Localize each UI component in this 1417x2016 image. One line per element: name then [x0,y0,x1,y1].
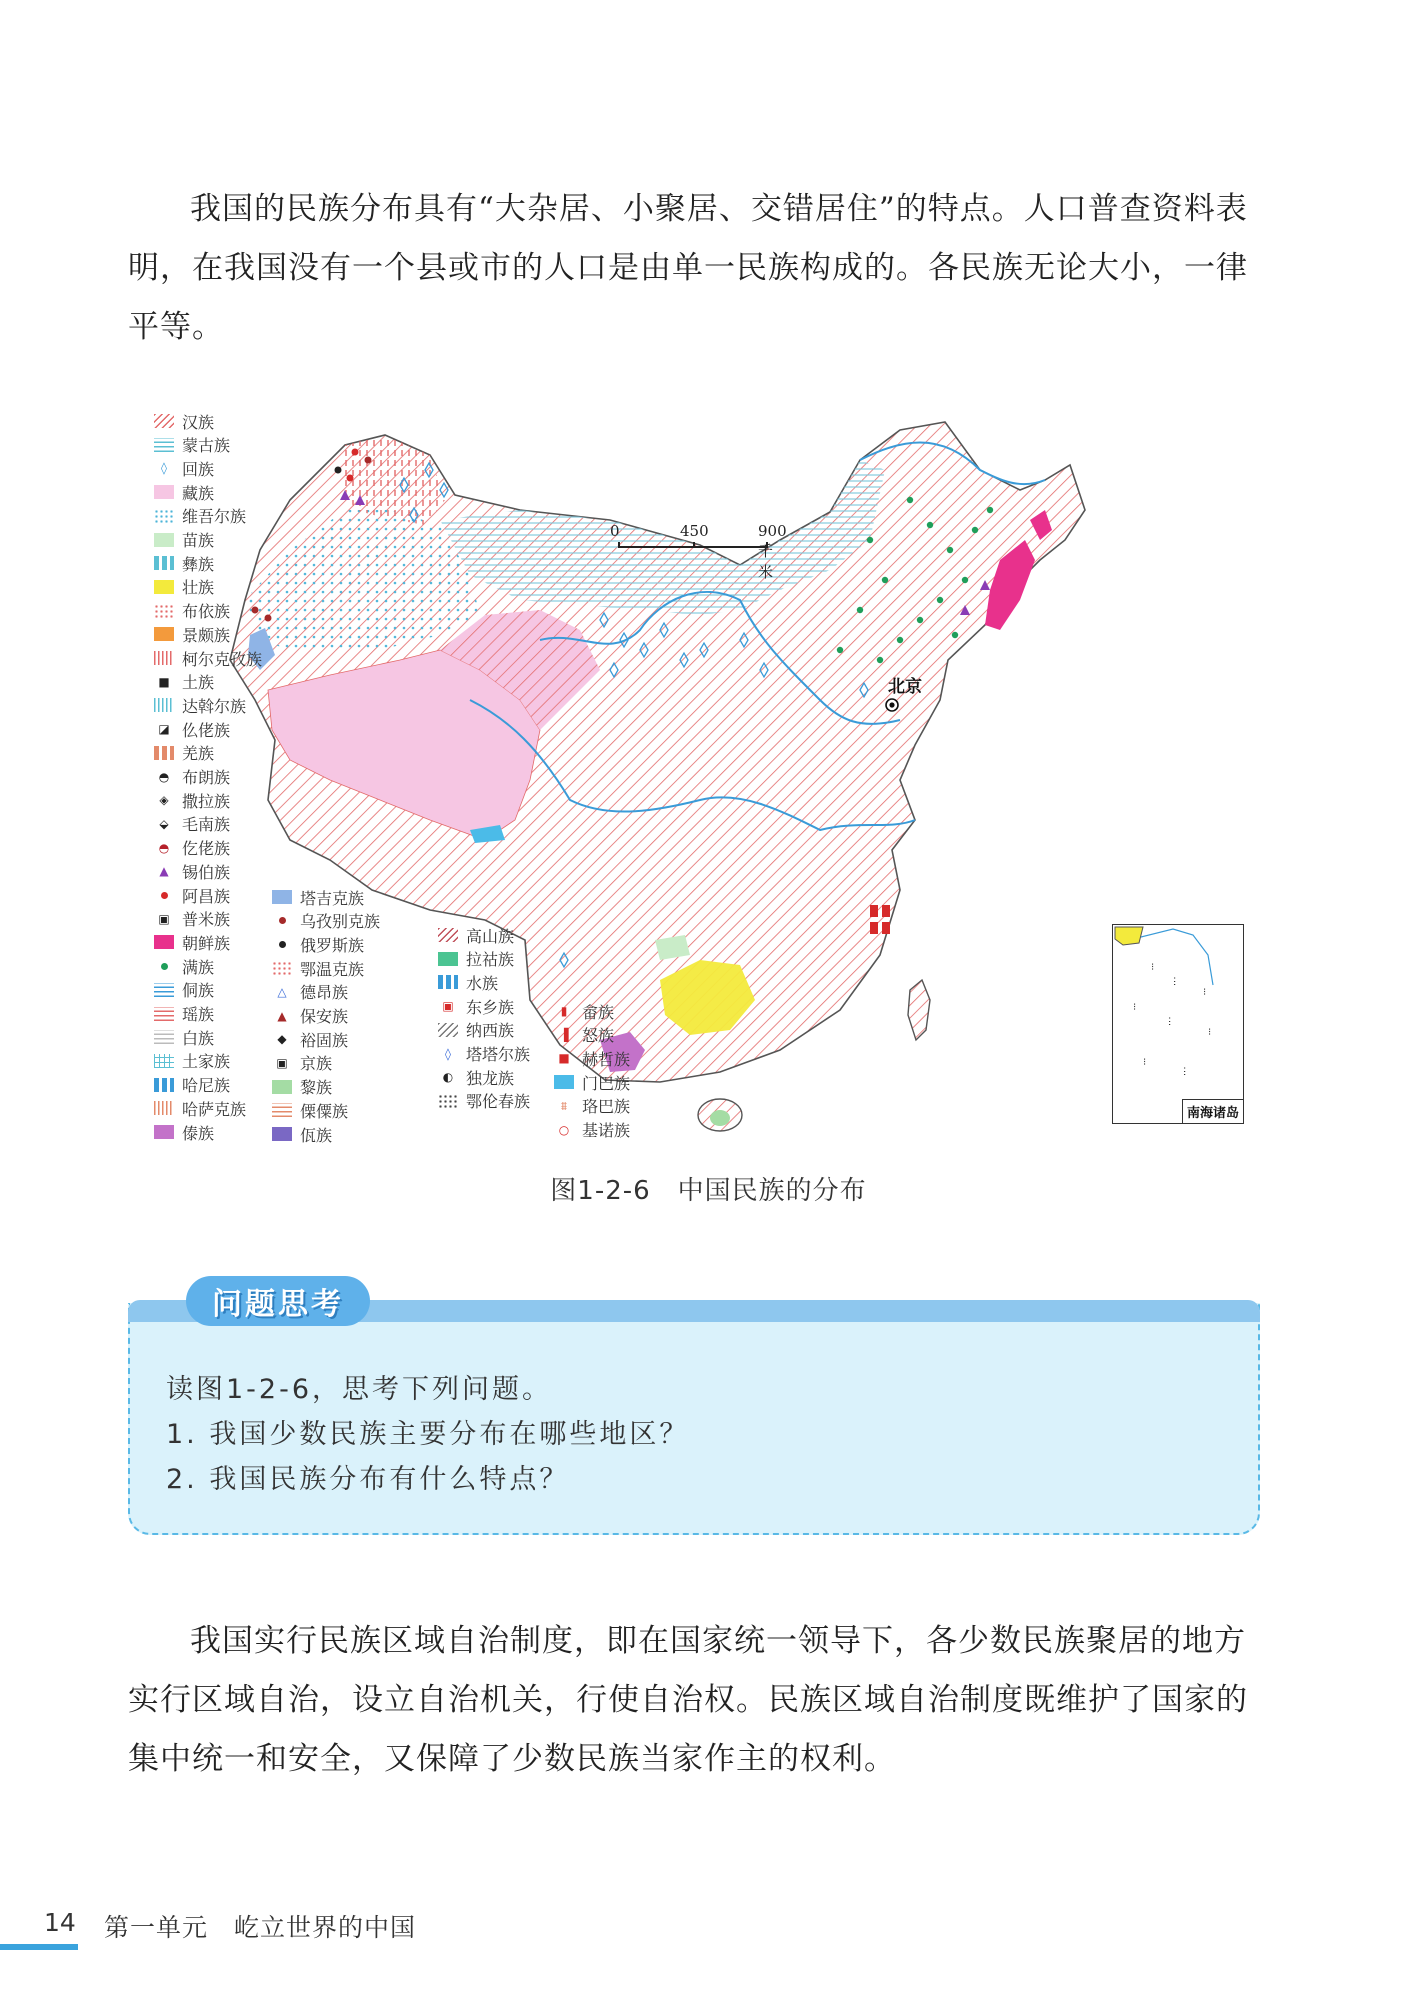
legend-label: 满族 [182,957,215,977]
legend-item [438,1019,514,1041]
svg-text:⁝: ⁝ [1208,1027,1212,1038]
question-box-title-badge [186,1276,370,1326]
legend-swatch: ▣ [276,1055,288,1070]
legend-item [154,434,230,456]
legend-swatch: ◈ [159,793,169,808]
legend-label: 基诺族 [582,1121,631,1140]
legend-label: 赫哲族 [582,1049,631,1069]
legend-item [154,576,214,598]
she-marker-3 [870,922,878,934]
legend-label: 俄罗斯族 [300,935,365,955]
legend-label: 鄂温克族 [300,959,365,979]
legend-swatch [438,952,458,966]
legend-item [154,789,230,811]
legend-swatch [154,1030,174,1044]
legend-swatch [272,961,292,975]
legend-item [272,1028,348,1050]
legend-item [154,1003,214,1025]
legend-item [154,1097,246,1119]
legend-swatch [154,1125,174,1139]
legend-item [154,1074,230,1096]
legend-swatch: ▲ [159,864,169,879]
legend-label: 拉祜族 [466,950,515,970]
unit-title: 第一单元 屹立世界的中国 [104,1913,417,1942]
svg-text:ⵗ: ⵗ [1173,977,1177,988]
legend-item [154,1026,214,1048]
legend-swatch [438,928,458,942]
legend-item [154,457,214,479]
legend-swatch: ⬙ [159,816,169,831]
legend-swatch: ◪ [158,722,170,737]
legend-swatch [154,1101,174,1115]
legend-item [154,813,230,835]
svg-text:ⵗ: ⵗ [1168,1017,1172,1028]
legend-swatch [272,937,292,951]
legend-swatch [154,627,174,641]
page-number: 14 [44,1908,76,1937]
legend-swatch [154,1007,174,1021]
legend-swatch: △ [277,984,287,999]
legend-swatch [154,556,174,570]
map-legend [154,400,654,1160]
legend-item [154,931,230,953]
legend-label: 土家族 [182,1052,231,1072]
legend-item [154,1050,230,1072]
legend-swatch [438,1094,458,1108]
legend-item [554,1000,614,1022]
legend-swatch: ◓ [158,840,170,855]
legend-item [154,671,214,693]
svg-text:⁝: ⁝ [1133,1002,1137,1013]
question-item-2: 2. 我国民族分布有什么特点？ [166,1464,570,1495]
legend-item [154,529,214,551]
legend-item [154,481,214,503]
legend-label: 畲族 [582,1002,615,1022]
legend-label: 独龙族 [466,1068,515,1088]
legend-label: 裕固族 [300,1030,349,1050]
legend-item [554,1095,630,1117]
legend-label: 达斡尔族 [182,696,247,716]
svg-text:⁝: ⁝ [1203,987,1207,998]
south-china-sea-inset [1112,924,1244,1124]
legend-label: 塔吉克族 [300,888,365,908]
legend-swatch [554,1075,574,1089]
legend-label: 纳西族 [466,1021,515,1041]
legend-item [554,1047,630,1069]
legend-swatch [154,414,174,428]
autonomy-paragraph: 我国实行民族区域自治制度，即在国家统一领导下，各少数民族聚居的地方实行区域自治，设立自治机关，行使自治权。民族区域自治制度既维护了国家的集中统一和安全，又保障了少数民族当家作主的权利。 [128,1623,1248,1777]
legend-swatch: ◐ [442,1070,454,1085]
legend-item [438,971,498,993]
legend-item [272,910,380,932]
svg-text:⁝: ⁝ [1143,1057,1147,1068]
legend-item [154,955,214,977]
legend-item [438,948,514,970]
legend-swatch: ◊ [161,461,167,476]
legend-swatch [154,746,174,760]
beijing-label: 北京 [888,677,922,697]
legend-swatch [438,1023,458,1037]
svg-text:ⵗ: ⵗ [1183,1067,1187,1078]
legend-label: 彝族 [182,554,215,574]
legend-item [554,1071,630,1093]
legend-swatch: ■ [158,674,170,689]
beijing-capital-center [889,702,894,707]
intro-paragraph: 我国的民族分布具有“大杂居、小聚居、交错居住”的特点。人口普查资料表明，在我国没有一个县或市的人口是由单一民族构成的。各民族无论大小，一律平等。 [128,191,1248,345]
legend-item [154,623,230,645]
legend-swatch: ▣ [158,911,170,926]
legend-swatch: ▣ [442,999,454,1014]
legend-item [272,886,364,908]
legend-label: 仫佬族 [182,720,231,740]
legend-item [154,979,214,1001]
legend-label: 白族 [182,1028,215,1048]
legend-label: 德昂族 [300,983,349,1003]
scale-end: 900千米 [758,522,787,581]
legend-swatch [154,438,174,452]
legend-item [154,410,214,432]
legend-label: 羌族 [182,744,215,764]
legend-label: 锡伯族 [182,862,231,882]
legend-item [554,1119,630,1141]
legend-swatch: ▐ [559,1027,569,1042]
legend-swatch: ◆ [277,1032,287,1047]
legend-item [272,1099,348,1121]
legend-label: 苗族 [182,531,215,550]
legend-item [272,981,348,1003]
legend-item [272,1005,348,1027]
legend-label: 鄂伦春族 [466,1092,531,1112]
legend-swatch [154,888,174,902]
legend-label: 普米族 [182,910,231,930]
taiwan-island [908,980,930,1040]
legend-item [438,1043,530,1065]
legend-item [554,1024,614,1046]
svg-text:⁝: ⁝ [1151,962,1155,973]
legend-swatch [272,1103,292,1117]
legend-item [272,1052,332,1074]
legend-label: 保安族 [300,1007,349,1026]
inset-label: 南海诸岛 [1182,1099,1243,1123]
legend-item [438,1066,514,1088]
legend-swatch [154,533,174,547]
question-item-1: 1. 我国少数民族主要分布在哪些地区？ [166,1419,690,1450]
legend-item [154,837,230,859]
legend-label: 维吾尔族 [182,507,247,527]
legend-item [438,924,514,946]
legend-swatch [272,1127,292,1141]
legend-swatch: ⩩ [560,1098,568,1113]
legend-label: 乌孜别克族 [300,912,381,932]
li-region [710,1110,730,1126]
legend-item [154,860,230,882]
legend-item [154,600,230,622]
legend-label: 佤族 [300,1125,333,1145]
legend-label: 撒拉族 [182,791,231,811]
figure-caption: 图1-2-6 中国民族的分布 [550,1176,867,1206]
legend-item [154,908,230,930]
legend-swatch [272,1080,292,1094]
scale-tick [693,542,695,548]
legend-label: 柯尔克孜族 [182,649,263,669]
legend-label: 回族 [182,459,215,479]
legend-item [272,957,364,979]
legend-swatch [154,1078,174,1092]
legend-label: 侗族 [182,981,215,1001]
legend-item [438,1090,530,1112]
legend-item [154,766,230,788]
legend-item [272,1123,332,1145]
legend-swatch: ◊ [445,1046,451,1061]
legend-label: 景颇族 [182,625,231,645]
legend-swatch [154,509,174,523]
legend-item [272,1076,332,1098]
question-intro: 读图1-2-6，思考下列问题。 [166,1374,553,1405]
legend-item [154,742,214,764]
legend-label: 水族 [466,973,499,993]
footer-accent-bar [0,1944,78,1950]
legend-swatch [154,1054,174,1068]
legend-label: 傈僳族 [300,1101,349,1121]
legend-swatch [272,914,292,928]
legend-label: 朝鲜族 [182,933,231,953]
legend-label: 毛南族 [182,815,231,835]
legend-label: 怒族 [582,1026,615,1046]
legend-item [154,718,230,740]
legend-swatch: ◓ [158,769,170,784]
legend-swatch [154,935,174,949]
legend-label: 东乡族 [466,997,515,1017]
legend-item [154,552,214,574]
legend-label: 土族 [182,673,215,693]
legend-swatch: ■ [558,1051,570,1066]
legend-label: 珞巴族 [582,1097,631,1117]
legend-swatch [154,485,174,499]
legend-label: 蒙古族 [182,436,231,456]
legend-item [154,505,246,527]
legend-label: 壮族 [182,578,215,598]
legend-label: 布依族 [182,602,231,622]
legend-label: 哈尼族 [182,1076,231,1096]
legend-swatch: ▮ [560,1004,568,1018]
legend-item [438,995,514,1017]
legend-label: 藏族 [182,483,215,503]
legend-label: 塔塔尔族 [466,1045,531,1064]
legend-swatch: ○ [558,1122,570,1137]
legend-swatch: ▲ [277,1008,287,1023]
legend-swatch [154,580,174,594]
legend-swatch [154,698,174,712]
legend-swatch [154,983,174,997]
legend-label: 黎族 [300,1078,333,1098]
she-marker-2 [882,905,890,917]
legend-label: 瑶族 [182,1005,215,1024]
legend-swatch [154,604,174,618]
legend-swatch [154,959,174,973]
legend-label: 布朗族 [182,768,231,787]
legend-label: 汉族 [182,412,215,432]
inset-map [1113,925,1243,1123]
scale-zero: 0 [610,522,620,540]
legend-item [154,1121,214,1143]
legend-item [154,884,230,906]
ethnic-distribution-map-figure [140,400,1260,1160]
she-marker-4 [882,922,890,934]
legend-label: 京族 [300,1054,333,1074]
legend-item [272,933,364,955]
legend-label: 傣族 [182,1123,215,1143]
legend-swatch [272,890,292,904]
legend-label: 哈萨克族 [182,1099,247,1119]
legend-label: 门巴族 [582,1073,631,1093]
she-marker [870,905,878,917]
legend-swatch [438,975,458,989]
scale-mid: 450 [680,522,709,540]
legend-label: 仡佬族 [182,839,231,859]
legend-item [154,647,262,669]
legend-label: 高山族 [466,926,515,946]
legend-item [154,694,246,716]
legend-swatch [154,651,174,665]
legend-label: 阿昌族 [182,886,231,906]
question-box-title: 问题思考 [212,1287,344,1322]
